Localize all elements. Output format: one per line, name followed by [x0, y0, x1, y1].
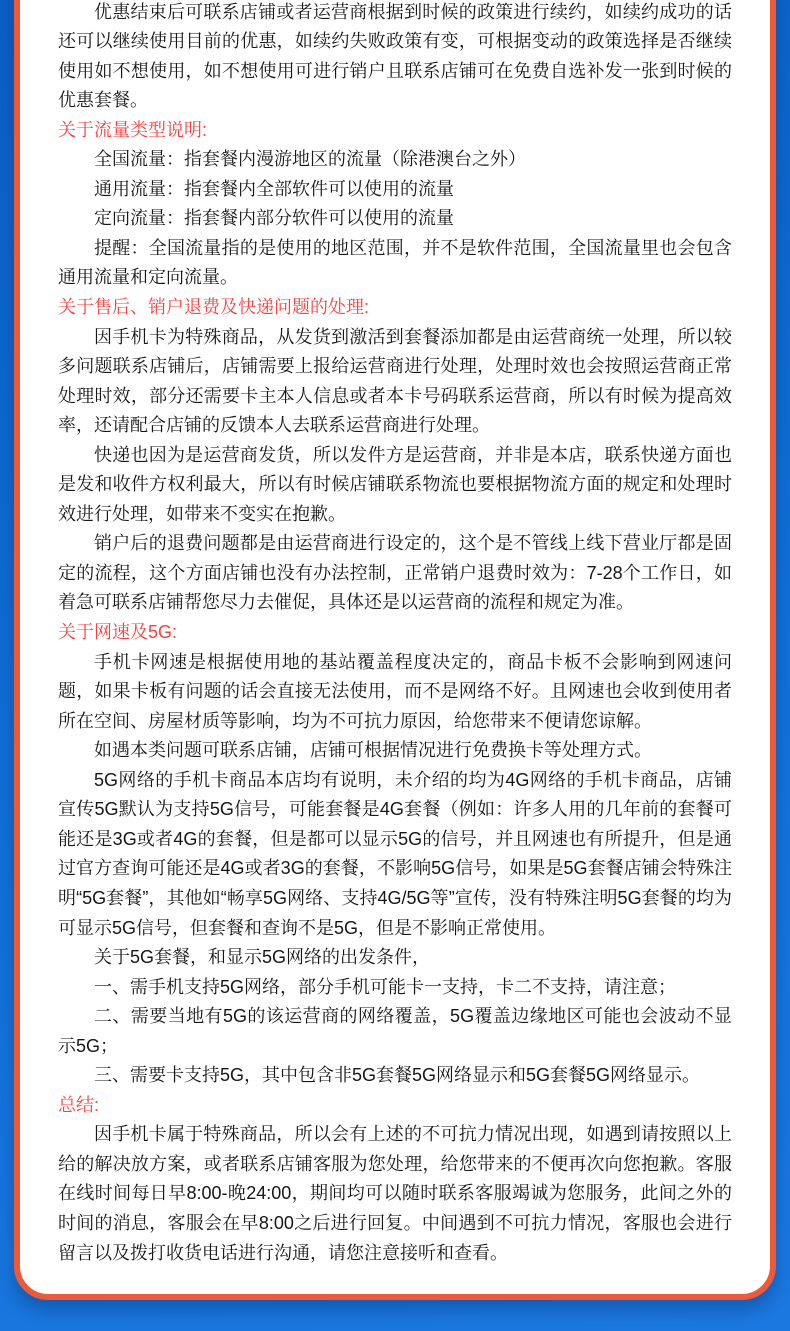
paragraph: 全国流量：指套餐内漫游地区的流量（除港澳台之外） — [94, 149, 526, 170]
paragraph: 销户后的退费问题都是由运营商进行设定的，这个是不管线上线下营业厅都是固定的流程，这个方面店铺也没有办法控制，正常销户退费时效为：7-28个工作日，如着急可联系店铺帮您尽力去催促，具体还是以运营商的流程和规定为准。 — [58, 533, 732, 613]
paragraph: 三、需要卡支持5G，其中包含非5G套餐5G网络显示和5G套餐5G网络显示。 — [94, 1065, 701, 1086]
section-heading: 关于流量类型说明: — [58, 119, 208, 140]
paragraph: 一、需手机支持5G网络，部分手机可能卡一支持，卡二不支持，请注意； — [94, 976, 677, 997]
section-heading: 总结: — [58, 1094, 100, 1115]
paragraph: 5G网络的手机卡商品本店均有说明，未介绍的均为4G网络的手机卡商品，店铺宣传5G默认为支持5G信号，可能套餐是4G套餐（例如：许多人用的几年前的套餐可能还是3G或者4G的套餐，但是都可以显示5G的信号，并且网速也有所提升，但是通过官方查询可能还是4G或者3G的套餐，不影响5G信号，如果是5G套餐店铺会特殊注明“5G套餐”，其他如“畅享5G网络、支持4G/5G等”宣传，没有特殊注明5G套餐的均为可显示5G信号，但套餐和查询不是5G，但是不影响正常使用。 — [58, 769, 732, 938]
paragraph: 因手机卡属于特殊商品，所以会有上述的不可抗力情况出现，如遇到请按照以上给的解决放方案，或者联系店铺客服为您处理，给您带来的不便再次向您抱歉。客服在线时间每日早8:00-晚24:00，期间均可以随时联系客服竭诚为您服务，此间之外的时间的消息，客服会在早8:00之后进行回复。中间遇到不可抗力情况，客服也会进行留言以及拨打收货电话进行沟通，请您注意接听和查看。 — [58, 1124, 732, 1263]
paragraph: 因手机卡为特殊商品，从发货到激活到套餐添加都是由运营商统一处理，所以较多问题联系店铺后，店铺需要上报给运营商进行处理，处理时效也会按照运营商正常处理时效，部分还需要卡主本人信息或者本卡号码联系运营商，所以有时候为提高效率，还请配合店铺的反馈本人去联系运营商进行处理。 — [58, 326, 732, 436]
paragraph: 优惠结束后可联系店铺或者运营商根据到时候的政策进行续约，如续约成功的话还可以继续使用目前的优惠，如续约失败政策有变，可根据变动的政策选择是否继续使用如不想使用，如不想使用可进行销户且联系店铺可在免费自选补发一张到时候的优惠套餐。 — [58, 1, 732, 111]
paragraph: 快递也因为是运营商发货，所以发件方是运营商，并非是本店，联系快递方面也是发和收件方权利最大，所以有时候店铺联系物流也要根据物流方面的规定和处理时效进行处理，如带来不变实在抱歉。 — [58, 444, 732, 524]
section-heading: 关于网速及5G: — [58, 622, 178, 643]
paragraph: 关于5G套餐，和显示5G网络的出发条件， — [94, 947, 431, 968]
paragraph: 手机卡网速是根据使用地的基站覆盖程度决定的，商品卡板不会影响到网速问题，如果卡板有问题的话会直接无法使用，而不是网络不好。且网速也会收到使用者所在空间、房屋材质等影响，均为不可抗力原因，给您带来不便请您谅解。 — [58, 651, 732, 731]
content — [58, 0, 732, 1268]
paragraph: 定向流量：指套餐内部分软件可以使用的流量 — [94, 208, 454, 229]
paragraph: 通用流量：指套餐内全部软件可以使用的流量 — [94, 178, 454, 199]
paragraph: 二、需要当地有5G的该运营商的网络覆盖，5G覆盖边缘地区可能也会波动不显示5G； — [58, 1006, 732, 1056]
paragraph: 如遇本类问题可联系店铺，店铺可根据情况进行免费换卡等处理方式。 — [94, 740, 652, 761]
paragraph: 提醒：全国流量指的是使用的地区范围，并不是软件范围，全国流量里也会包含通用流量和定向流量。 — [58, 237, 732, 288]
description-card — [14, 0, 776, 1300]
section-heading: 关于售后、销户退费及快递问题的处理: — [58, 297, 369, 318]
